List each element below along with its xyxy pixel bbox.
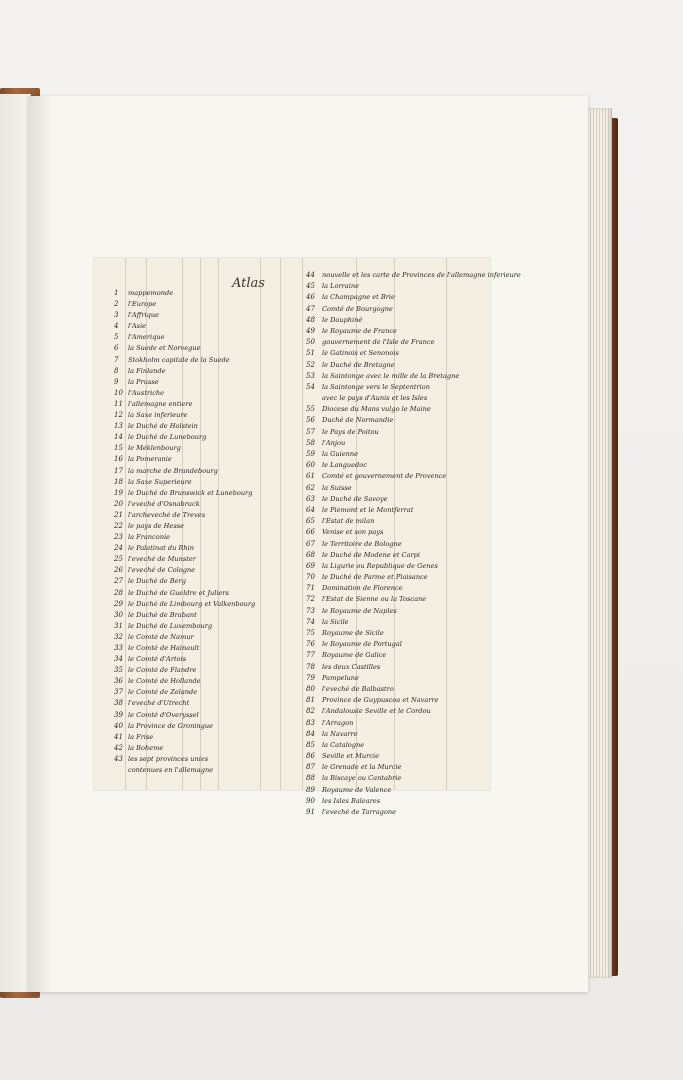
- entry-text: le Comté de Hainault: [128, 644, 200, 652]
- entry-text: la Suisse: [322, 483, 352, 492]
- entry-text: la Lorraine: [322, 282, 359, 291]
- entry-text: l'eveché de Balbastro: [322, 684, 394, 693]
- list-item: [306, 471, 486, 482]
- entry-number: 73: [306, 606, 315, 615]
- entry-text: Comté et gouvernement de Provence: [322, 472, 447, 481]
- list-item: [114, 665, 304, 676]
- list-item: [306, 326, 486, 337]
- entry-text: la Ligurie ou Republique de Genes: [322, 561, 438, 570]
- list-item: [306, 695, 486, 706]
- entry-text: le Duché de Luxembourg: [128, 621, 213, 630]
- entry-text: l'Affrique: [128, 311, 159, 320]
- list-item: [306, 617, 486, 628]
- entry-number: 74: [306, 617, 315, 626]
- entry-text: Province de Guypuscoa et Navarre: [322, 696, 439, 705]
- entry-text: l'Estat de Sienne ou la Toscane: [322, 595, 427, 604]
- entry-text: la Catalogne: [322, 740, 365, 749]
- list-item: [306, 561, 486, 572]
- list-item: [114, 399, 304, 410]
- entry-text: le Comté d'Overyssel: [128, 710, 199, 719]
- entry-text: Venise et son pays: [322, 528, 384, 537]
- list-item: [306, 360, 486, 371]
- entry-text: le Duché de Holstein: [128, 422, 198, 431]
- list-item: [306, 516, 486, 527]
- entry-number: 75: [306, 629, 315, 637]
- entry-number: 6: [114, 344, 119, 353]
- entry-text: Royaume de Galice: [322, 651, 387, 660]
- entry-text: Diocese du Mans vulgo le Maine: [322, 405, 431, 414]
- entry-number: 1: [114, 289, 119, 297]
- entry-text: la Saxe Superieure: [128, 477, 192, 486]
- entry-number: 52: [306, 360, 315, 369]
- entry-number: 15: [114, 444, 123, 453]
- entry-text: l'Amerique: [128, 333, 165, 342]
- entry-text: le Comté de Flandre: [128, 666, 197, 675]
- list-item: [114, 477, 304, 488]
- entry-number: 23: [114, 533, 123, 542]
- entry-number: 80: [306, 684, 315, 693]
- list-item: [306, 572, 486, 583]
- entry-text: gouvernement de l'Isle de France: [322, 338, 435, 347]
- entry-text: Comté de Bourgogne: [322, 304, 393, 313]
- list-item: [114, 299, 304, 310]
- entry-number: 45: [306, 282, 315, 291]
- entry-number: 18: [114, 477, 123, 486]
- entry-text: le Comté de Zelande: [128, 688, 198, 697]
- entry-number: 47: [306, 304, 315, 313]
- list-item: [306, 393, 486, 404]
- list-item: [306, 438, 486, 449]
- list-item: [114, 610, 304, 621]
- entry-text: avec le pays d'Aunis et les Isles: [322, 394, 428, 403]
- list-item: [306, 639, 486, 650]
- entry-number: 7: [114, 355, 119, 364]
- list-item: [114, 521, 304, 532]
- list-item: [114, 377, 304, 388]
- entry-number: 54: [306, 382, 315, 391]
- entry-text: le Comté de Namur: [128, 632, 194, 641]
- entry-number: 22: [114, 521, 123, 530]
- entry-text: la Saintonge vers le Septentrion: [322, 382, 430, 391]
- entry-number: 68: [306, 550, 315, 559]
- page-gutter-shadow: [28, 96, 54, 992]
- entry-number: 25: [114, 555, 123, 564]
- entry-text: l'archeveché de Treves: [128, 510, 206, 519]
- list-item: [306, 505, 486, 516]
- list-item: [306, 348, 486, 359]
- entry-text: le Languedoc: [322, 461, 367, 470]
- entry-text: l'eveché d'Utrecht: [128, 699, 190, 708]
- entry-number: 8: [114, 366, 119, 375]
- entry-text: la Pomeranie: [128, 455, 172, 464]
- entry-number: 37: [114, 688, 123, 697]
- entry-text: le Royaume de Portugal: [322, 640, 402, 649]
- entry-text: le Royaume de Naples: [322, 606, 397, 615]
- list-item: [306, 404, 486, 415]
- entry-text: l'eveché de Tarragone: [322, 808, 396, 816]
- list-item: [306, 718, 486, 729]
- entry-text: la Saxe inferieure: [128, 411, 188, 420]
- list-item: [114, 710, 304, 721]
- list-item: [306, 662, 486, 673]
- list-item: [114, 721, 304, 732]
- entry-text: le Dauphiné: [322, 315, 363, 324]
- entry-text: la Franconie: [128, 533, 170, 542]
- list-item: [114, 432, 304, 443]
- entry-number: 42: [114, 743, 123, 752]
- list-item: [114, 454, 304, 465]
- entry-text: l'Arragon: [322, 718, 354, 727]
- entry-text: Royaume de Sicile: [322, 629, 384, 637]
- list-item: [114, 698, 304, 709]
- list-item: [114, 588, 304, 599]
- list-item: [306, 304, 486, 315]
- entry-text: la Boheme: [128, 743, 164, 752]
- entry-number: 64: [306, 505, 315, 514]
- list-item: [114, 466, 304, 477]
- list-item: [114, 554, 304, 565]
- list-item: [114, 765, 304, 776]
- entry-number: 20: [114, 499, 123, 508]
- entry-text: l'eveché de Munster: [128, 555, 196, 564]
- entry-number: 41: [114, 732, 123, 741]
- entry-text: le Duché de Parme et Plaisance: [322, 573, 428, 582]
- entry-number: 13: [114, 422, 123, 431]
- left-column: [114, 288, 304, 776]
- entry-number: 35: [114, 666, 123, 675]
- entry-text: la Finlande: [128, 366, 166, 375]
- list-item: [306, 337, 486, 348]
- list-item: [306, 281, 486, 292]
- entry-number: 55: [306, 405, 315, 414]
- entry-number: 5: [114, 333, 119, 342]
- entry-number: 90: [306, 796, 315, 805]
- entry-number: 86: [306, 752, 315, 761]
- entry-number: 61: [306, 472, 315, 481]
- list-item: [114, 654, 304, 665]
- entry-number: 14: [114, 433, 123, 442]
- entry-number: 28: [114, 588, 123, 597]
- entry-text: le Royaume de France: [322, 326, 397, 335]
- entry-number: 69: [306, 561, 315, 570]
- list-item: [306, 773, 486, 784]
- list-item: [306, 483, 486, 494]
- entry-number: 27: [114, 577, 123, 586]
- list-item: [306, 270, 521, 281]
- list-item: [114, 488, 304, 499]
- entry-text: le Duché de Modene et Carpi: [322, 550, 420, 559]
- entry-text: Royaume de Valence: [322, 785, 392, 794]
- list-item: [114, 543, 304, 554]
- entry-text: la Suede et Norvegue: [128, 344, 201, 353]
- entry-text: le Comté de Hollande: [128, 677, 201, 686]
- entry-number: 32: [114, 632, 123, 641]
- list-item: [114, 510, 304, 521]
- entry-text: le Duché de Brabant: [128, 610, 197, 619]
- list-item: [306, 650, 486, 661]
- entry-number: 10: [114, 388, 123, 397]
- entry-number: 40: [114, 721, 123, 730]
- entry-number: 39: [114, 710, 123, 719]
- entry-text: la Prusse: [128, 377, 159, 386]
- entry-text: Seville et Murcie: [322, 752, 379, 761]
- list-item: [306, 527, 486, 538]
- entry-number: 48: [306, 315, 315, 324]
- list-item: [306, 583, 486, 594]
- right-column: [306, 270, 521, 818]
- entry-text: le Duché de Savoye: [322, 494, 388, 503]
- entry-text: l'eveché d'Osnabruck: [128, 499, 200, 508]
- manuscript-title: Atlas: [232, 276, 265, 291]
- list-item: [114, 743, 304, 754]
- entry-number: 60: [306, 461, 315, 470]
- entry-number: 26: [114, 566, 123, 575]
- entry-text: le Duché de Berg: [128, 577, 186, 586]
- entry-number: 59: [306, 450, 315, 458]
- entry-text: l'Anjou: [322, 438, 346, 447]
- list-item: [114, 632, 304, 643]
- list-item: [306, 594, 486, 605]
- list-item: [114, 676, 304, 687]
- entry-number: 50: [306, 338, 315, 347]
- list-item: [306, 684, 486, 695]
- list-item: [114, 576, 304, 587]
- list-item: [306, 460, 486, 471]
- entry-number: 29: [114, 599, 123, 608]
- entry-text: la Navarre: [322, 729, 358, 738]
- entry-text: l'Asie: [128, 322, 147, 331]
- entry-text: les deux Castilles: [322, 662, 381, 671]
- entry-number: 65: [306, 517, 315, 526]
- entry-number: 84: [306, 729, 315, 738]
- entry-text: le Gatinois et Senonois: [322, 349, 399, 358]
- list-item: [306, 494, 486, 505]
- entry-text: l'Europe: [128, 300, 157, 309]
- entry-text: Pampelune: [322, 673, 359, 682]
- entry-number: 70: [306, 573, 315, 582]
- entry-number: 9: [114, 377, 119, 386]
- entry-number: 83: [306, 718, 315, 727]
- list-item: [306, 673, 486, 684]
- entry-text: le Duché de Bretagne: [322, 360, 395, 369]
- list-item: [306, 449, 486, 460]
- list-item: [114, 321, 304, 332]
- entry-text: l'Estat de milan: [322, 517, 375, 526]
- entry-text: le Comté d'Artois: [128, 655, 187, 664]
- list-item: [306, 382, 486, 393]
- entry-number: 87: [306, 763, 315, 772]
- list-item: [306, 807, 486, 818]
- list-item: [114, 355, 304, 366]
- entry-text: nouvelle et les carte de Provinces de l'allemagne inferieure: [322, 271, 521, 279]
- entry-number: 19: [114, 488, 123, 497]
- entry-text: Duché de Normandie: [322, 416, 394, 425]
- left-page-edge: [0, 94, 31, 992]
- entry-text: la Champagne et Brie: [322, 293, 395, 302]
- entry-text: le Duché de Brunswick et Lunebourg: [128, 488, 253, 497]
- list-item: [306, 762, 486, 773]
- list-item: [114, 332, 304, 343]
- entry-number: 71: [306, 584, 315, 593]
- list-item: [306, 796, 486, 807]
- entry-text: la Biscaye ou Cantabrie: [322, 774, 402, 783]
- entry-text: les sept provinces unies: [128, 754, 209, 763]
- entry-number: 57: [306, 427, 315, 436]
- list-item: [114, 343, 304, 354]
- entry-text: le Duché de Gueldre et Juliers: [128, 588, 229, 597]
- list-item: [114, 754, 304, 765]
- list-item: [306, 315, 486, 326]
- list-item: [306, 427, 486, 438]
- list-item: [114, 599, 304, 610]
- list-item: [114, 621, 304, 632]
- entry-text: le Duché de Limbourg et Valkenbourg: [128, 599, 256, 608]
- list-item: [114, 532, 304, 543]
- list-item: [306, 371, 486, 382]
- entry-text: le Meklenbourg: [128, 444, 181, 453]
- list-item: [306, 785, 486, 796]
- entry-number: 2: [114, 300, 119, 309]
- entry-number: 34: [114, 655, 123, 664]
- list-item: [306, 539, 486, 550]
- entry-text: le Grenade et la Murcie: [322, 763, 402, 772]
- entry-text: la Province de Groningue: [128, 721, 214, 730]
- entry-number: 38: [114, 699, 123, 708]
- entry-number: 72: [306, 595, 315, 604]
- entry-text: les Isles Baleares: [322, 796, 381, 805]
- entry-text: le Territoire de Bologne: [322, 539, 402, 548]
- entry-number: 30: [114, 610, 123, 619]
- entry-number: 17: [114, 466, 123, 475]
- entry-number: 66: [306, 528, 315, 537]
- list-item: [306, 628, 486, 639]
- entry-number: 51: [306, 349, 315, 358]
- entry-number: 81: [306, 696, 315, 705]
- list-item: [114, 288, 304, 299]
- entry-text: l'allemagne entiere: [128, 399, 193, 408]
- entry-number: 21: [114, 510, 123, 519]
- list-item: [114, 643, 304, 654]
- list-item: [306, 550, 486, 561]
- entry-text: mappemonde: [128, 289, 174, 297]
- entry-number: 77: [306, 651, 315, 660]
- entry-text: l'Andalousie Seville et le Cordou: [322, 707, 431, 716]
- entry-number: 91: [306, 808, 315, 816]
- entry-number: 43: [114, 754, 123, 763]
- entry-number: 24: [114, 544, 123, 553]
- entry-text: le Duché de Lunebourg: [128, 433, 207, 442]
- entry-number: 11: [114, 399, 123, 408]
- list-item: [114, 421, 304, 432]
- entry-text: Stokholm capitale de la Suede: [128, 355, 230, 364]
- list-item: [306, 706, 486, 717]
- entry-number: 89: [306, 785, 315, 794]
- entry-number: 4: [114, 322, 119, 331]
- entry-text: Domination de Florence: [322, 584, 403, 593]
- entry-number: 85: [306, 740, 315, 749]
- entry-text: contenues en l'allemagne: [128, 766, 214, 775]
- entry-number: 36: [114, 677, 123, 686]
- list-item: [114, 687, 304, 698]
- entry-number: 3: [114, 311, 119, 320]
- list-item: [306, 740, 486, 751]
- entry-number: 56: [306, 416, 315, 425]
- entry-text: la Saintonge avec le mille de la Bretagne: [322, 371, 460, 380]
- entry-number: 31: [114, 621, 123, 630]
- entry-number: 79: [306, 673, 315, 682]
- entry-number: 12: [114, 411, 123, 420]
- entry-text: le Piemont et le Montferrat: [322, 505, 414, 514]
- entry-number: 46: [306, 293, 315, 302]
- list-item: [306, 415, 486, 426]
- entry-number: 63: [306, 494, 315, 503]
- list-item: [114, 410, 304, 421]
- entry-number: 53: [306, 371, 315, 380]
- entry-number: 62: [306, 483, 315, 492]
- entry-text: le pays de Hesse: [128, 521, 185, 530]
- entry-text: le Pays de Poitou: [322, 427, 379, 436]
- entry-text: le Palatinat du Rhin: [128, 544, 195, 553]
- entry-text: la Guienne: [322, 450, 359, 458]
- entry-number: 58: [306, 438, 315, 447]
- list-item: [306, 751, 486, 762]
- manuscript-sheet: [94, 258, 521, 816]
- entry-text: l'eveché de Cologne: [128, 566, 196, 575]
- entry-text: l'Austriche: [128, 388, 165, 397]
- entry-text: la Frise: [128, 732, 154, 741]
- entry-number: 49: [306, 326, 315, 335]
- list-item: [114, 443, 304, 454]
- entry-number: 16: [114, 455, 123, 464]
- list-item: [306, 292, 486, 303]
- entry-number: 67: [306, 539, 315, 548]
- list-item: [114, 565, 304, 576]
- list-item: [114, 732, 304, 743]
- entry-text: la marche de Brandebourg: [128, 466, 218, 475]
- entry-text: la Sicile: [322, 617, 349, 626]
- list-item: [114, 366, 304, 377]
- list-item: [114, 310, 304, 321]
- list-item: [114, 388, 304, 399]
- entry-number: 76: [306, 640, 315, 649]
- entry-number: 88: [306, 774, 315, 783]
- list-item: [306, 729, 486, 740]
- list-item: [114, 499, 304, 510]
- entry-number: 44: [306, 271, 315, 279]
- entry-number: 33: [114, 644, 123, 652]
- entry-number: 78: [306, 662, 315, 671]
- list-item: [306, 606, 486, 617]
- entry-number: 82: [306, 707, 315, 716]
